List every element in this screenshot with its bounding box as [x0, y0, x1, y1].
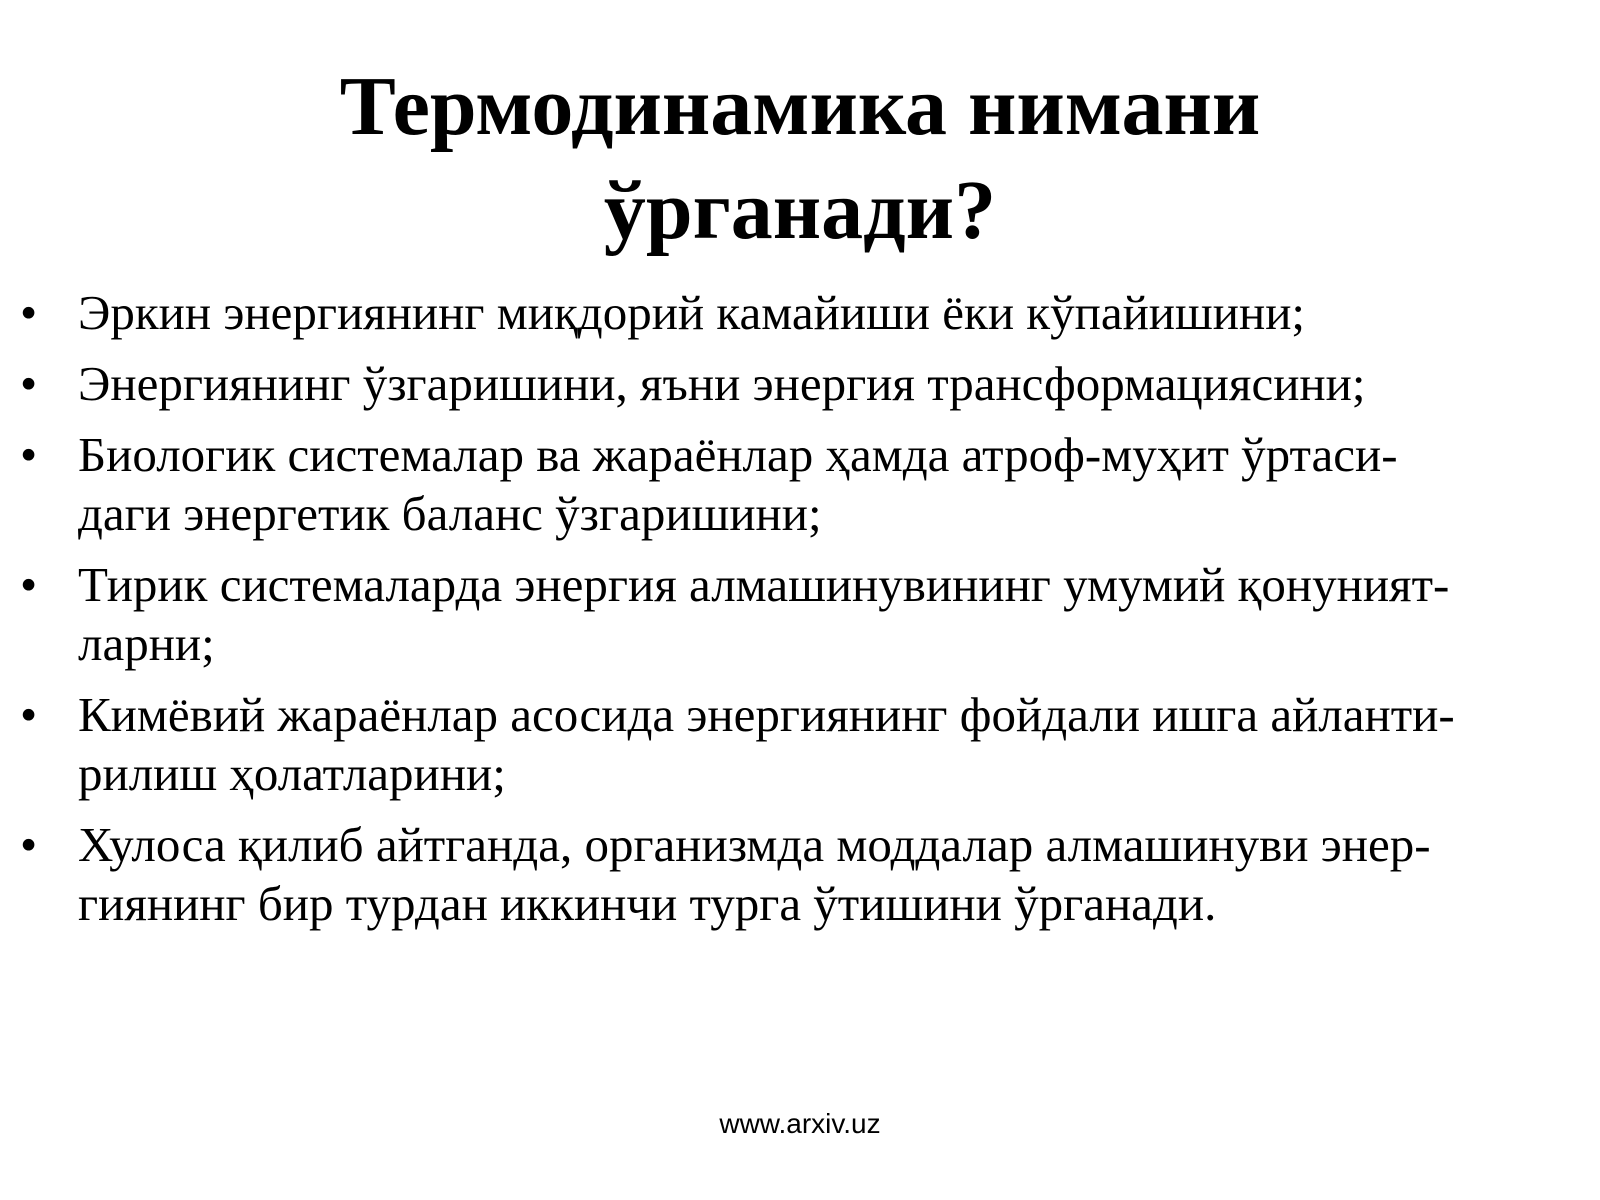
bullet-item	[20, 555, 1590, 673]
bullet-icon: •	[20, 557, 38, 612]
bullet-icon: •	[20, 356, 38, 411]
bullet-text: Кимёвий жараёнлар асосида энергиянинг фойдали ишга айланти-	[78, 687, 1455, 742]
bullet-text: Тирик системаларда энергия алмашинувининг умумий қонуният-	[78, 557, 1450, 612]
bullet-icon: •	[20, 817, 38, 872]
bullet-text: ларни;	[78, 616, 215, 671]
bullet-item	[20, 685, 1590, 803]
bullet-item	[20, 283, 1590, 342]
bullet-text: гиянинг бир турдан иккинчи турга ўтишини ўрганади.	[78, 876, 1217, 931]
bullet-item	[20, 425, 1590, 543]
bullet-icon: •	[20, 285, 38, 340]
bullet-list	[20, 283, 1590, 945]
bullet-text: даги энергетик баланс ўзгаришини;	[78, 486, 822, 541]
bullet-icon: •	[20, 427, 38, 482]
bullet-text: Энергиянинг ўзгаришини, яъни энергия трансформациясини;	[78, 356, 1366, 411]
bullet-text: Биологик системалар ва жараёнлар ҳамда атроф-муҳит ўртаси-	[78, 427, 1398, 482]
bullet-text: Эркин энергиянинг миқдорий камайиши ёки кўпайишини;	[78, 285, 1306, 340]
bullet-item	[20, 815, 1590, 933]
slide-title-line: Термодинамика нимани	[339, 60, 1261, 153]
slide-title-line: ўрганади?	[603, 164, 997, 257]
bullet-text: рилиш ҳолатларини;	[78, 746, 506, 801]
footer-url: www.arxiv.uz	[719, 1108, 881, 1139]
bullet-text: Хулоса қилиб айтганда, организмда моддалар алмашинуви энер-	[78, 817, 1431, 872]
bullet-item	[20, 354, 1590, 413]
bullet-icon: •	[20, 687, 38, 742]
slide-title	[0, 55, 1600, 263]
